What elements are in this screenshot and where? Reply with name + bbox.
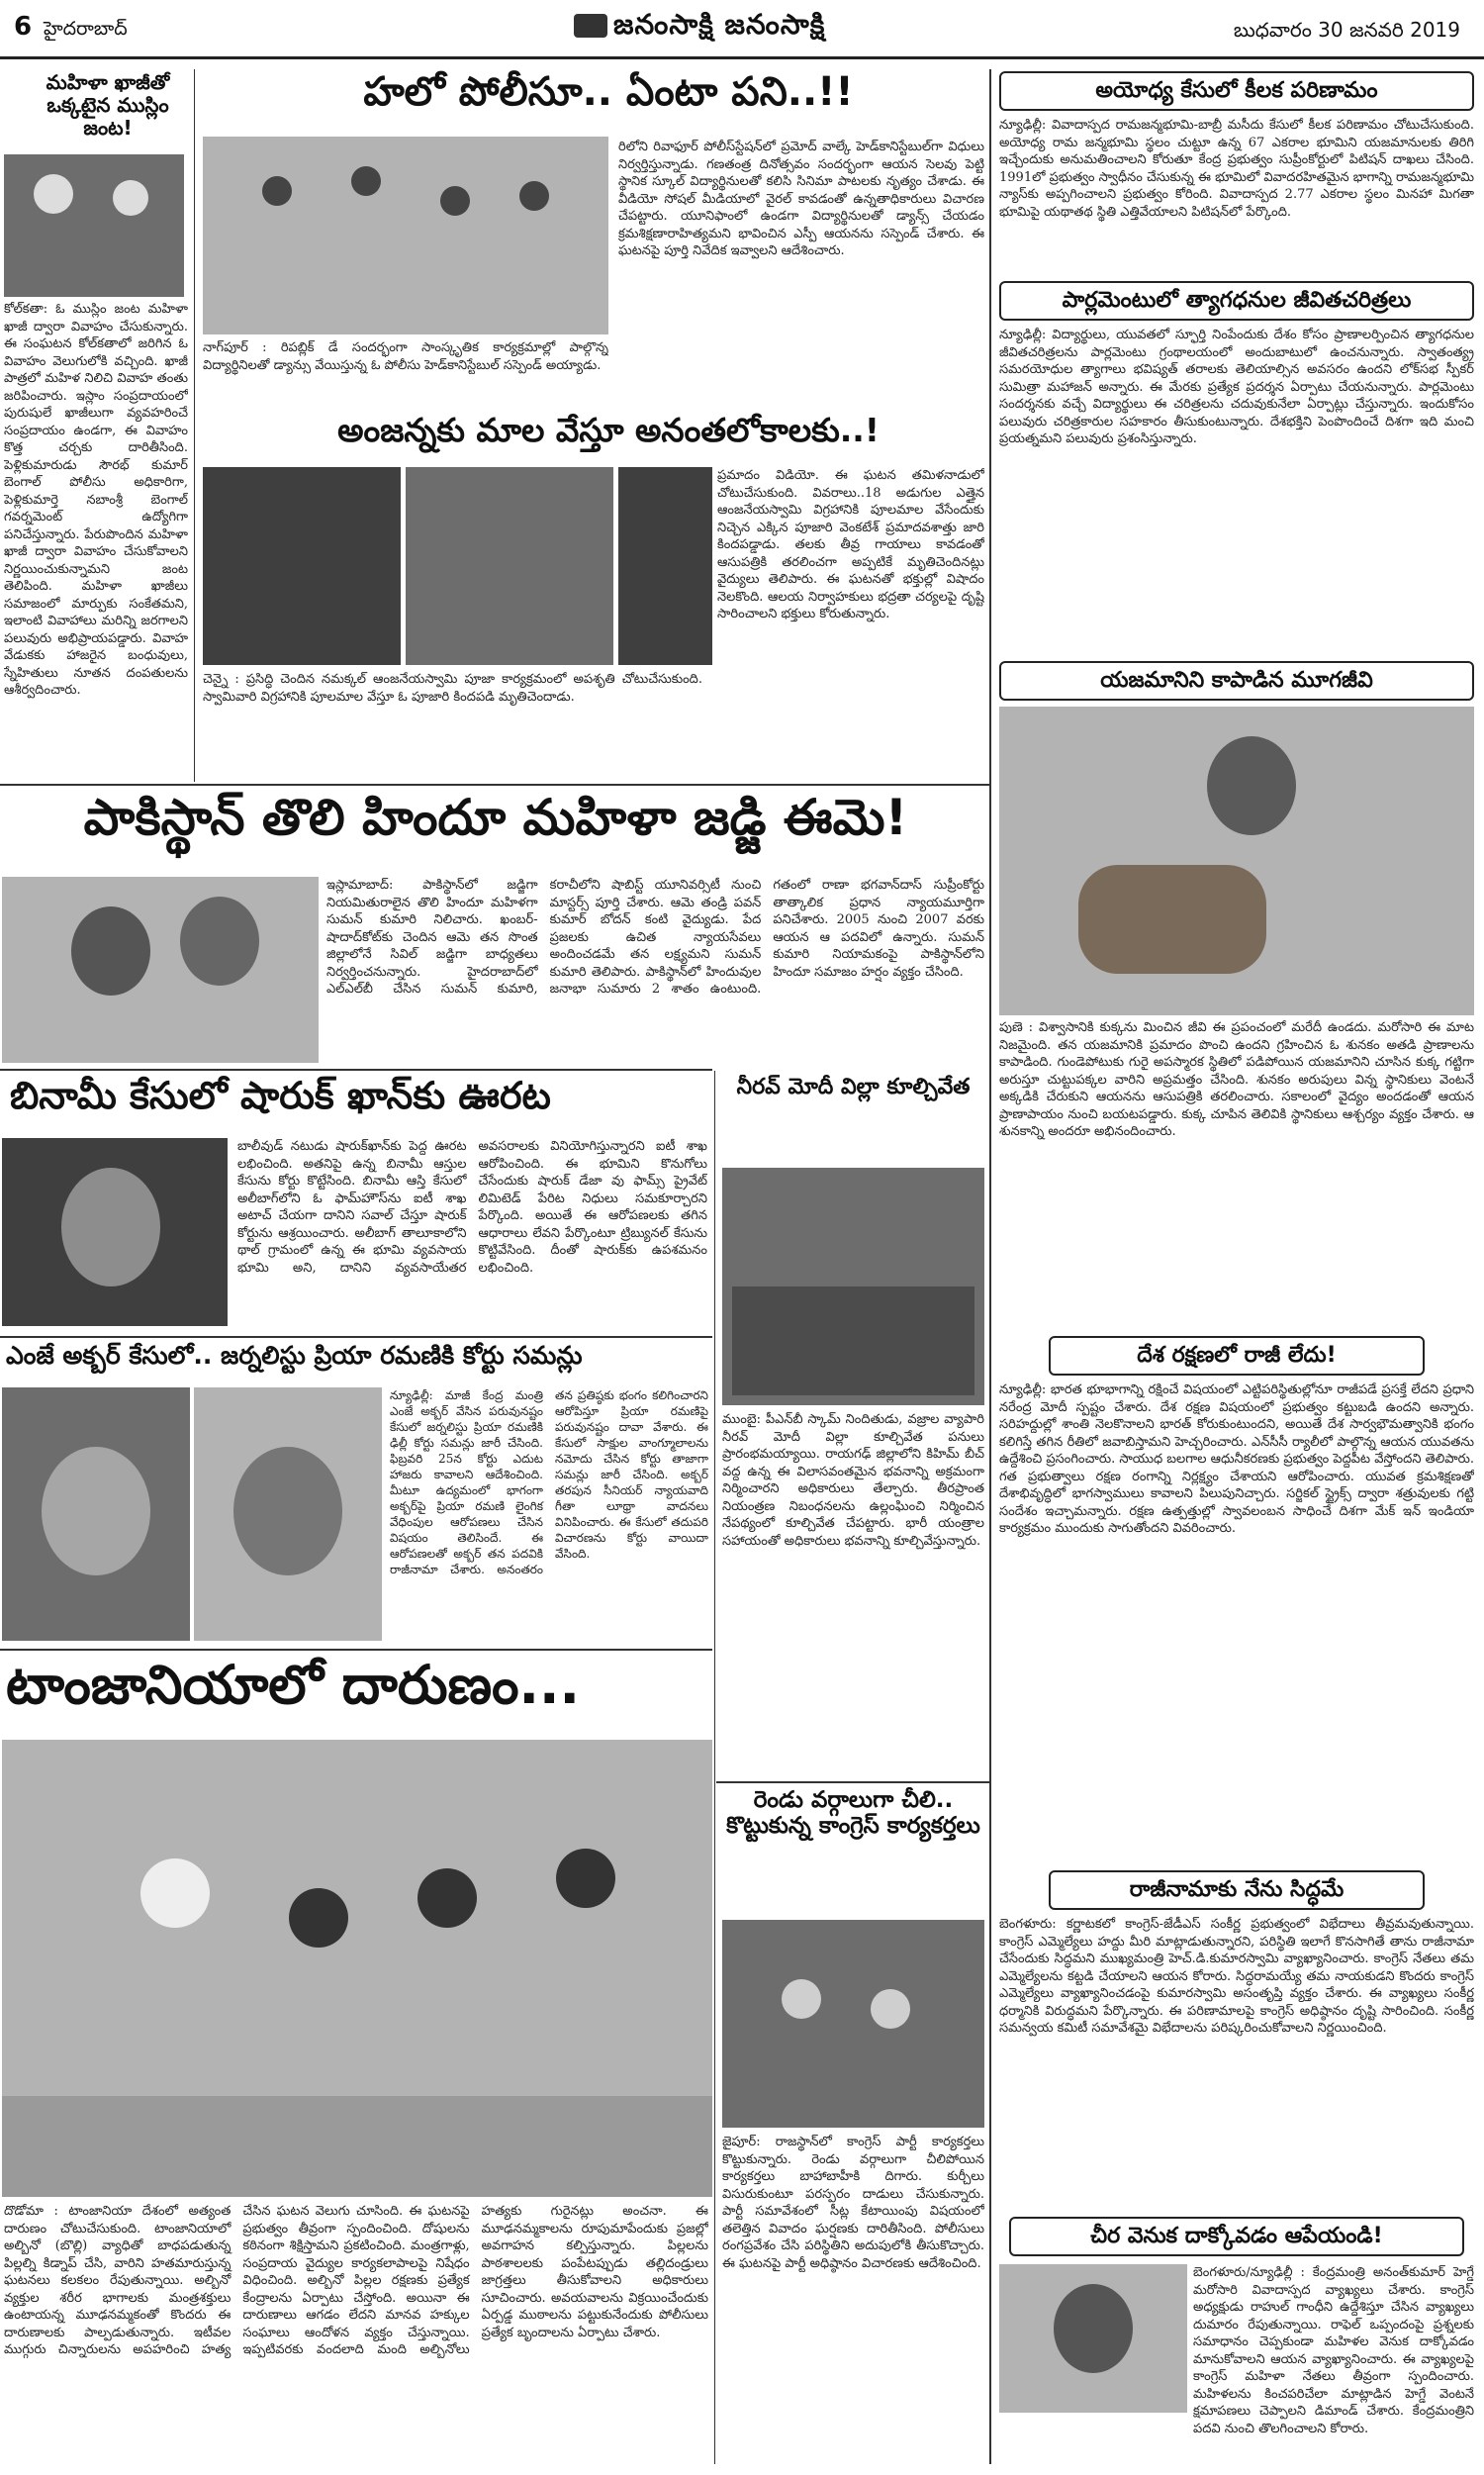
- column-rule: [194, 69, 195, 782]
- masthead: [0, 0, 1484, 59]
- section-rule: [0, 1336, 712, 1338]
- issue-date: బుధవారం 30 జనవరి 2019: [1233, 18, 1460, 42]
- anjanna-caption: చెన్నై : ప్రసిద్ధి చెందిన నమక్కల్ ఆంజనేయస్వామి పూజా కార్యక్రమంలో అపశృతి చోటుచేసుకుంది. స్వామివారి విగ్రహానికి పూలమాల వేస్తూ ఓ పూజారి కిందపడి మృతిచెందాడు.: [203, 672, 702, 705]
- dog-body: పుణె : విశ్వాసానికి కుక్కను మించిన జీవి ఈ ప్రపంచంలో మరేదీ ఉండదు. మరోసారి ఈ మాట నిజమైంది. తన యజమానికి ప్రమాదం పొంచి ఉందని గ్రహించిన ఓ శునకం అతడి ప్రాణాలను కాపాడింది. గుండెపోటుకు గురై అపస్మారక స్థితిలో పడిపోయిన యజమానిని చూసిన కుక్క గట్టిగా అరుస్తూ చుట్టుపక్కల వారిని అప్రమత్తం చేసింది. శునకం అరుపులు విన్న స్థానికులు వెంటనే అక్కడికి చేరుకుని ఆయనను ఆసుపత్రికి తరలించారు. సకాలంలో వైద్యం అందడంతో ఆయన ప్రాణాపాయం నుంచి బయటపడ్డారు. కుక్క చూపిన తెలివికి స్థానికులు ఆశ్చర్యం వ్యక్తం చేశారు. ఆ శునకాన్ని అందరూ అభినందించారు.: [999, 1020, 1474, 1139]
- villa-photo: [722, 1168, 984, 1405]
- page-number: 6: [14, 12, 33, 42]
- pakistan-body: ఇస్లామాబాద్: పాకిస్థాన్‌లో జడ్జిగా నియమితురాలైన తొలి హిందూ మహిళగా సుమన్ కుమారి నిలిచారు. ఖంబర్-షాదాద్‌కోట్‌కు చెందిన ఆమె తన సొంత జిల్లాలోనే సివిల్ జడ్జిగా బాధ్యతలు నిర్వర్తించనున్నారు. హైదరాబాద్‌లో ఎల్ఎల్‌బీ చేసిన సుమన్ కుమారి, కరాచీలోని షాబిస్ట్ యూనివర్సిటీ నుంచి మాస్టర్స్ పూర్తి చేశారు. ఆమె తండ్రి పవన్ కుమార్ బోదన్ కంటి వైద్యుడు. పేద ప్రజలకు ఉచిత న్యాయసేవలు అందించడమే తన లక్ష్యమని సుమన్ కుమారి తెలిపారు. పాకిస్థాన్‌లో హిందువుల జనాభా సుమారు 2 శాతం ఉంటుంది. గతంలో రాణా భగవాన్‌దాస్ సుప్రీంకోర్టు తాత్కాలిక ప్రధాన న్యాయమూర్తిగా పనిచేశారు. 2005 నుంచి 2007 వరకు ఆయన ఆ పదవిలో ఉన్నారు. సుమన్ కుమారి నియామకంపై పాకిస్థాన్‌లోని హిందూ సమాజం హర్షం వ్యక్తం చేసింది.: [326, 878, 984, 997]
- nirav-headline: నీరవ్ మోదీ విల్లా కూల్చివేత: [736, 1075, 971, 1099]
- column-rule: [989, 69, 991, 2464]
- section-rule: [0, 784, 989, 786]
- ayodhya-headline: అయోధ్య కేసులో కీలక పరిణామం: [999, 71, 1474, 111]
- police-body: రిలోని రివాఫూర్ పోలీస్‌స్టేషన్‌లో ప్రమోద్ వాల్కే హెడ్‌కానిస్టేబుల్‌గా విధులు నిర్వర్తిస్తున్నాడు. గణతంత్ర దినోత్సవం సందర్భంగా ఆయన సెలవు పెట్టి స్థానిక స్కూల్ విద్యార్థినులతో కలిసి సినిమా పాటలకు నృత్యం చేశాడు. ఈ వీడియో సోషల్ మీడియాలో వైరల్ కావడంతో ఉన్నతాధికారులు విచారణ చేపట్టారు. యూనిఫాంలో ఉండగా విద్యార్థినులతో డ్యాన్స్ చేయడం క్రమశిక్షణారాహిత్యమని భావించిన ఎస్పీ ఆయనను సస్పెండ్ చేశారు. ఈ ఘటనపై పూర్తి నివేదిక ఇవ్వాలని ఆదేశించారు.: [618, 140, 984, 258]
- police-caption: నాగ్‌పూర్ : రిపబ్లిక్ డే సందర్భంగా సాంస్కృతిక కార్యక్రమాల్లో పాల్గొన్న విద్యార్థినిలతో డ్యాన్సు వేయిస్తున్న ఓ పోలీసు హెడ్‌కానిస్టేబుల్ సస్పెండ్ అయ్యాడు.: [203, 340, 608, 373]
- police-dance-photo: [203, 137, 608, 334]
- pakistan-headline: పాకిస్థాన్ తొలి హిందూ మహిళా జడ్జి ఈమె!: [83, 790, 908, 846]
- nirav-body: ముంబై: పీఎన్‌బీ స్కామ్ నిందితుడు, వజ్రాల వ్యాపారి నీరవ్ మోదీ విల్లా కూల్చివేత పనులు ప్రారంభమయ్యాయి. రాయగఢ్ జిల్లాలోని కిహిమ్ బీచ్ వద్ద ఉన్న ఈ విలాసవంతమైన భవనాన్ని అక్రమంగా నిర్మించారని అధికారులు తేల్చారు. తీరప్రాంత నియంత్రణ నిబంధనలను ఉల్లంఘించి నిర్మించిన నేపథ్యంలో కూల్చివేత చేపట్టారు. భారీ యంత్రాల సహాయంతో అధికారులు భవనాన్ని కూల్చివేస్తున్నారు.: [722, 1412, 984, 1549]
- temple-photo-3: [618, 467, 712, 665]
- priya-ramani-photo: [2, 1387, 190, 1641]
- tanzania-children-photo: [2, 1740, 712, 2197]
- police-headline: హలో పోలీసూ.. ఏంటా పని..!!: [363, 69, 854, 115]
- logo-icon: [574, 14, 607, 38]
- section-rule: [0, 1649, 712, 1651]
- desh-body: న్యూఢిల్లీ: భారత భూభాగాన్ని రక్షించే విషయంలో ఎట్టిపరిస్థితుల్లోనూ రాజీపడే ప్రసక్తే లేదని ప్రధాని నరేంద్ర మోదీ స్పష్టం చేశారు. దేశ రక్షణ విషయంలో ప్రభుత్వం కట్టుబడి ఉందని అన్నారు. సరిహద్దుల్లో శాంతి నెలకొనాలని భారత్ కోరుకుంటుందని, అయితే దేశ సార్వభౌమత్వానికి భంగం కలిగిస్తే తగిన రీతిలో జవాబిస్తామని హెచ్చరించారు. ఎన్‌సీసీ ర్యాలీలో పాల్గొన్న ఆయన యువతను ఉద్దేశించి ప్రసంగించారు. సాయుధ బలగాల ఆధునీకరణకు ప్రభుత్వం పెద్దపీట వేస్తోందని తెలిపారు. గత ప్రభుత్వాలు రక్షణ రంగాన్ని నిర్లక్ష్యం చేశాయని ఆరోపించారు. యువత క్రమశిక్షణతో దేశాభివృద్ధిలో భాగస్వాములు కావాలని పిలుపునిచ్చారు. సర్జికల్ స్ట్రైక్స్ ద్వారా శత్రువులకు గట్టి సందేశం ఇచ్చామన్నారు. రక్షణ ఉత్పత్తుల్లో స్వావలంబన సాధించే దిశగా మేక్ ఇన్ ఇండియా కార్యక్రమం ముందుకు సాగుతోందని వివరించారు.: [999, 1382, 1474, 1536]
- resign-headline: రాజీనామాకు నేను సిద్ధమే: [1049, 1870, 1425, 1910]
- qazi-body: కోల్‌కతా: ఓ ముస్లిం జంట మహిళా ఖాజీ ద్వారా వివాహం చేసుకున్నారు. ఈ సంఘటన కోల్‌కతాలో జరిగిన ఓ వివాహం వెలుగులోకి వచ్చింది. ఖాజీ పాత్రలో మహిళ నిలిచి వివాహ తంతు జరిపించారు. ఇస్లాం సంప్రదాయంలో పురుషులే ఖాజీలుగా వ్యవహరించే సంప్రదాయం ఉండగా, ఈ వివాహం కొత్త చర్చకు దారితీసింది. పెళ్లికుమారుడు సౌరభ్ కుమార్ బెంగాల్ పోలీసు అధికారిగా, పెళ్లికుమార్తె నబాంశ్రీ బెంగాల్ గవర్నమెంట్ ఉద్యోగిగా పనిచేస్తున్నారు. పేరుపొందిన మహిళా ఖాజీ ద్వారా వివాహం చేసుకోవాలని నిర్ణయించుకున్నామని జంట తెలిపింది. మహిళా ఖాజీలు సమాజంలో మార్పుకు సంకేతమని, ఇలాంటి వివాహాలు మరిన్ని జరగాలని పలువురు అభిప్రాయపడ్డారు. వివాహ వేడుకకు హాజరైన బంధువులు, స్నేహితులు నూతన దంపతులను ఆశీర్వదించారు.: [4, 302, 188, 698]
- akbar-body: న్యూఢిల్లీ: మాజీ కేంద్ర మంత్రి ఎంజే అక్బర్ వేసిన పరువునష్టం కేసులో జర్నలిస్టు ప్రియా రమణికి ఢిల్లీ కోర్టు సమన్లు జారీ చేసింది. ఫిబ్రవరి 25న కోర్టు ఎదుట హాజరు కావాలని ఆదేశించింది. మీటూ ఉద్యమంలో భాగంగా అక్బర్‌పై ప్రియా రమణి లైంగిక వేధింపుల ఆరోపణలు చేసిన విషయం తెలిసిందే. ఈ ఆరోపణలతో అక్బర్ తన పదవికి రాజీనామా చేశారు. అనంతరం తన ప్రతిష్ఠకు భంగం కలిగించారని ఆరోపిస్తూ ప్రియా రమణిపై పరువునష్టం దావా వేశారు. ఈ కేసులో సాక్షుల వాంగ్మూలాలను నమోదు చేసిన కోర్టు తాజాగా సమన్లు జారీ చేసింది. అక్బర్ తరపున సీనియర్ న్యాయవాది గీతా లూథ్రా వాదనలు వినిపించారు. ఈ కేసులో తదుపరి విచారణను కోర్టు వాయిదా వేసింది.: [390, 1388, 708, 1576]
- paper-logo: [574, 8, 825, 48]
- temple-photo-1: [203, 467, 401, 665]
- shahrukh-photo: [2, 1138, 228, 1326]
- parliament-headline: పార్లమెంటులో త్యాగధనుల జీవితచరిత్రలు: [999, 281, 1474, 321]
- veil-body: బెంగళూరు/న్యూఢిల్లీ : కేంద్రమంత్రి అనంత్‌కుమార్ హెగ్డే మరోసారి వివాదాస్పద వ్యాఖ్యలు చేశారు. కాంగ్రెస్ అధ్యక్షుడు రాహుల్ గాంధీని ఉద్దేశిస్తూ చేసిన వ్యాఖ్యలు దుమారం రేపుతున్నాయి. రాఫెల్ ఒప్పందంపై ప్రశ్నలకు సమాధానం చెప్పకుండా మహిళల వెనుక దాక్కోవడం మానుకోవాలని ఆయన వ్యాఖ్యానించారు. ఈ వ్యాఖ్యలపై కాంగ్రెస్ మహిళా నేతలు తీవ్రంగా స్పందించారు. మహిళలను కించపరిచేలా మాట్లాడిన హెగ్డే వెంటనే క్షమాపణలు చెప్పాలని డిమాండ్ చేశారు. కేంద్రమంత్రిని పదవి నుంచి తొలగించాలని కోరారు.: [1193, 2265, 1474, 2436]
- dog-headline: యజమానిని కాపాడిన మూగజీవి: [999, 661, 1474, 701]
- section-rule: [0, 1069, 712, 1071]
- tanzania-headline: టాంజానియాలో దారుణం...: [6, 1655, 581, 1716]
- anjanna-body: ప్రమాదం విడియో. ఈ ఘటన తమిళనాడులో చోటుచేసుకుంది. వివరాలు..18 అడుగుల ఎత్తైన ఆంజనేయస్వామి విగ్రహానికి పూలమాల వేసేందుకు నిచ్చెన ఎక్కిన పూజారి వెంకటేశ్ ప్రమాదవశాత్తు జారి కిందపడ్డాడు. తలకు తీవ్ర గాయాలు కావడంతో ఆసుపత్రికి తరలించగా అప్పటికే మృతిచెందినట్లు వైద్యులు తెలిపారు. ఈ ఘటనతో భక్తుల్లో విషాదం నెలకొంది. ఆలయ నిర్వాహకులు భద్రతా చర్యలపై దృష్టి సారించాలని భక్తులు కోరుతున్నారు.: [717, 468, 984, 621]
- section-rule: [716, 1781, 989, 1783]
- edition-city: హైదరాబాద్: [44, 18, 128, 40]
- resign-body: బెంగళూరు: కర్ణాటకలో కాంగ్రెస్-జేడీఎస్ సంకీర్ణ ప్రభుత్వంలో విభేదాలు తీవ్రమవుతున్నాయి. కాంగ్రెస్ ఎమ్మెల్యేలు హద్దు మీరి మాట్లాడుతున్నారని, పరిస్థితి ఇలాగే కొనసాగితే తాను రాజీనామా చేసేందుకు సిద్ధమని ముఖ్యమంత్రి హెచ్.డి.కుమారస్వామి వ్యాఖ్యానించారు. కాంగ్రెస్ నేతలు తమ ఎమ్మెల్యేలను కట్టడి చేయాలని ఆయన కోరారు. సిద్ధరామయ్యే తమ నాయకుడని కొందరు కాంగ్రెస్ ఎమ్మెల్యేలు వ్యాఖ్యానించడంపై కుమారస్వామి అసంతృప్తి వ్యక్తం చేశారు. ఈ వ్యాఖ్యలు సంకీర్ణ ధర్మానికి విరుద్ధమని పేర్కొన్నారు. ఈ పరిణామాలపై కాంగ్రెస్ అధిష్ఠానం దృష్టి సారించింది. సంకీర్ణ సమన్వయ కమిటీ సమావేశమై విభేదాలను పరిష్కరించుకోవాలని నిర్ణయించింది.: [999, 1917, 1474, 2036]
- man-with-dog-photo: [999, 707, 1474, 1015]
- temple-photo-2: [406, 467, 613, 665]
- veil-headline: చీర వెనుక దాక్కోవడం ఆపేయండి!: [1009, 2217, 1464, 2256]
- paper-name: జనంసాక్షి జనంసాక్షి: [613, 8, 826, 41]
- judge-photo: [2, 877, 319, 1063]
- woman-politician-photo: [999, 2264, 1187, 2413]
- shahrukh-headline: బినామీ కేసులో షారుక్ ఖాన్‌కు ఊరట: [10, 1075, 551, 1117]
- parliament-body: న్యూఢిల్లీ: విద్యార్థులు, యువతలో స్ఫూర్తి నింపేందుకు దేశం కోసం ప్రాణాలర్పించిన త్యాగధనుల జీవితచరిత్రలను పార్లమెంటు గ్రంథాలయంలో అందుబాటులో ఉంచనున్నారు. స్వాతంత్య్ర సమరయోధుల త్యాగాలు భవిష్యత్ తరాలకు తెలియాల్సిన అవసరం ఉందని లోక్‌సభ స్పీకర్ సుమిత్రా మహాజన్ అన్నారు. ఈ మేరకు ప్రత్యేక ప్రదర్శన ఏర్పాటు చేయనున్నారు. పార్లమెంటు సందర్శనకు వచ్చే విద్యార్థులు ఈ చరిత్రలను చదువుకునేలా ఏర్పాట్లు చేస్తున్నారు. ఇందుకోసం పలువురు చరిత్రకారుల సహకారం తీసుకుంటున్నారు. దేశభక్తిని పెంపొందించే దిశగా ఇది మంచి ప్రయత్నమని పలువురు ప్రశంసిస్తున్నారు.: [999, 328, 1474, 446]
- congress-clash-photo: [722, 1920, 984, 2128]
- anjanna-headline: అంజన్నకు మాల వేస్తూ అనంతలోకాలకు..!: [337, 412, 880, 449]
- shahrukh-body: బాలీవుడ్ నటుడు షారుక్‌ఖాన్‌కు పెద్ద ఊరట లభించింది. అతనిపై ఉన్న బినామీ ఆస్తుల కేసును కోర్టు కొట్టేసింది. బినామీ ఆస్తి కేసులో అలీబాగ్‌లోని ఓ ఫామ్‌హౌస్‌ను ఐటీ శాఖ అటాచ్ చేయగా దానిని సవాల్ చేస్తూ షారుక్ కోర్టును ఆశ్రయించారు. అలీబాగ్ తాలూకాలోని థాల్ గ్రామంలో ఉన్న ఈ భూమి వ్యవసాయ భూమి అని, దానిని వ్యవసాయేతర అవసరాలకు వినియోగిస్తున్నారని ఐటీ శాఖ ఆరోపించింది. ఈ భూమిని కొనుగోలు చేసేందుకు షారుక్ డేజా వు ఫామ్స్ ప్రైవేట్ లిమిటెడ్ పేరిట నిధులు సమకూర్చారని పేర్కొంది. అయితే ఈ ఆరోపణలకు తగిన ఆధారాలు లేవని పేర్కొంటూ ట్రిబ్యునల్ కేసును కొట్టివేసింది. దీంతో షారుక్‌కు ఉపశమనం లభించింది.: [237, 1139, 707, 1276]
- column-rule: [714, 1071, 715, 2464]
- congress-headline: రెండు వర్గాలుగా చీలి.. కొట్టుకున్న కాంగ్రెస్ కార్యకర్తలు: [726, 1787, 980, 1840]
- tanzania-body: దొడోమా : టాంజానియా దేశంలో అత్యంత దారుణం చోటుచేసుకుంది. టాంజానియాలో అల్బినో (బొల్లి) వ్యాధితో బాధపడుతున్న పిల్లల్ని కిడ్నాప్ చేసి, వారిని హతమారుస్తున్న ఘటనలు కలకలం రేపుతున్నాయి. అల్బినో వ్యక్తుల శరీర భాగాలకు మంత్రశక్తులు ఉంటాయన్న మూఢనమ్మకంతో కొందరు ఈ దారుణాలకు పాల్పడుతున్నారు. ఇటీవల ముగ్గురు చిన్నారులను అపహరించి హత్య చేసిన ఘటన వెలుగు చూసింది. ఈ ఘటనపై ప్రభుత్వం తీవ్రంగా స్పందించింది. దోషులను కఠినంగా శిక్షిస్తామని ప్రకటించింది. మంత్రగాళ్లు, సంప్రదాయ వైద్యుల కార్యకలాపాలపై నిషేధం విధించింది. అల్బినో పిల్లల రక్షణకు ప్రత్యేక కేంద్రాలను ఏర్పాటు చేస్తోంది. అయినా ఈ దారుణాలు ఆగడం లేదని మానవ హక్కుల సంఘాలు ఆందోళన వ్యక్తం చేస్తున్నాయి. ఇప్పటివరకు వందలాది మంది అల్బినోలు హత్యకు గురైనట్లు అంచనా. ఈ మూఢనమ్మకాలను రూపుమాపేందుకు ప్రజల్లో అవగాహన కల్పిస్తున్నారు. పిల్లలను పాఠశాలలకు పంపేటప్పుడు తల్లిదండ్రులు జాగ్రత్తలు తీసుకోవాలని అధికారులు సూచించారు. అవయవాలను విక్రయించేందుకు ఏర్పడ్డ ముఠాలను పట్టుకునేందుకు పోలీసులు ప్రత్యేక బృందాలను ఏర్పాటు చేశారు.: [4, 2204, 708, 2357]
- qazi-headline: మహిళా ఖాజీతో ఒక్కటైన ముస్లిం జంట!: [46, 71, 170, 140]
- congress-body: జైపూర్: రాజస్థాన్‌లో కాంగ్రెస్ పార్టీ కార్యకర్తలు కొట్టుకున్నారు. రెండు వర్గాలుగా చీలిపోయిన కార్యకర్తలు బాహాబాహీకి దిగారు. కుర్చీలు విసురుకుంటూ పరస్పరం దాడులు చేసుకున్నారు. పార్టీ సమావేశంలో సీట్ల కేటాయింపు విషయంలో తలెత్తిన వివాదం ఘర్షణకు దారితీసింది. పోలీసులు రంగప్రవేశం చేసి పరిస్థితిని అదుపులోకి తీసుకొచ్చారు. ఈ ఘటనపై పార్టీ అధిష్ఠానం విచారణకు ఆదేశించింది.: [722, 2135, 984, 2271]
- ayodhya-body: న్యూఢిల్లీ: వివాదాస్పద రామజన్మభూమి-బాబ్రీ మసీదు కేసులో కీలక పరిణామం చోటుచేసుకుంది. అయోధ్య రామ జన్మభూమి స్థలం చుట్టూ ఉన్న 67 ఎకరాల భూమిని యజమానులకు తిరిగి ఇచ్చేందుకు అనుమతించాలని కోరుతూ కేంద్ర ప్రభుత్వం సుప్రీంకోర్టులో పిటిషన్ దాఖలు చేసింది. 1991లో ప్రభుత్వం స్వాధీనం చేసుకున్న ఈ భూమిలో వివాదరహితమైన భాగాన్ని రామజన్మభూమి న్యాస్‌కు అప్పగించాలని ప్రభుత్వం కోరింది. వివాదాస్పద 2.77 ఎకరాల స్థలం మినహా మిగతా భూమిపై యథాతథ స్థితి ఎత్తివేయాలని పిటిషన్‌లో పేర్కొంది.: [999, 118, 1474, 220]
- mj-akbar-photo: [194, 1387, 382, 1641]
- qazi-wedding-photo: [4, 154, 184, 297]
- akbar-headline: ఎంజే అక్బర్ కేసులో.. జర్నలిస్టు ప్రియా రమణికి కోర్టు సమన్లు: [6, 1342, 583, 1370]
- desh-headline: దేశ రక్షణలో రాజీ లేదు!: [1049, 1336, 1425, 1376]
